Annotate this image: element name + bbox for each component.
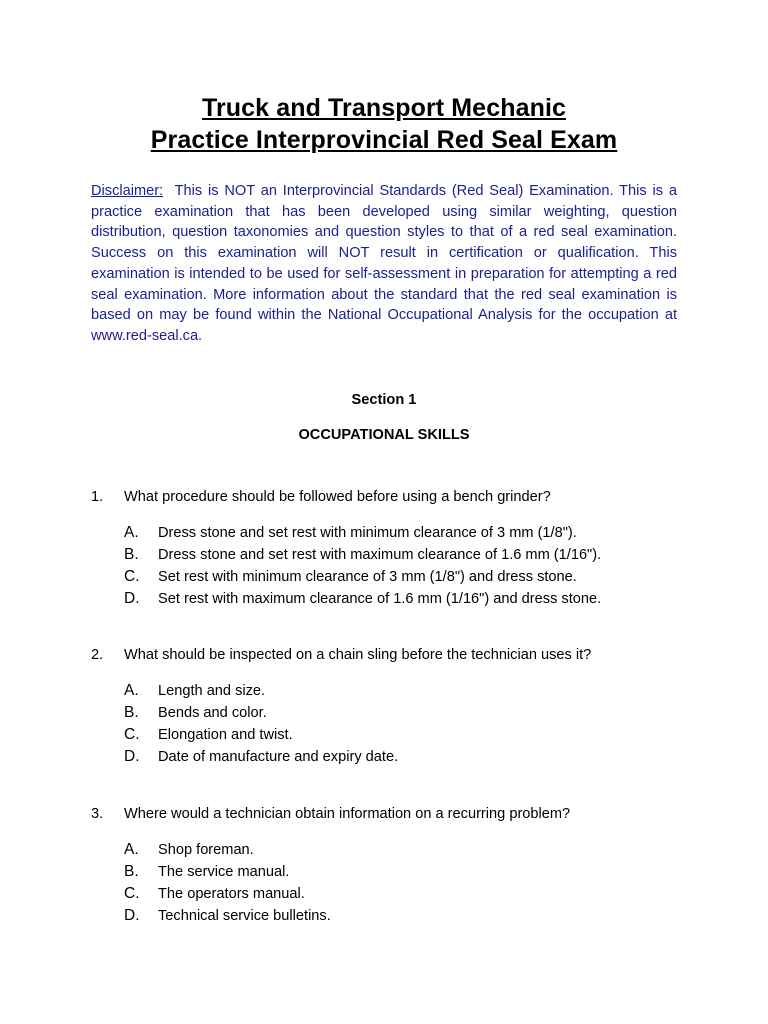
option-letter: D.	[124, 748, 140, 765]
question-number: 1.	[91, 489, 104, 505]
option-letter: D.	[124, 907, 140, 924]
document-title	[0, 92, 768, 156]
disclaimer-text: This is NOT an Interprovincial Standards (Red Seal) Examination. This is a practice examination that has been developed using similar weighting, question distribution, question taxonomies and question styles to that of a red seal examination. Success on this examination will NOT result in certification or qualification. This examination is intended to be used for self-assessment in preparation for attempting a red seal examination. More information about the standard that the red seal examination is based on may be found within the National Occupational Analysis for the occupation at www.red-seal.ca.	[91, 183, 677, 344]
option-text: Set rest with maximum clearance of 1.6 mm (1/16") and dress stone.	[158, 591, 602, 607]
option-text: The operators manual.	[158, 886, 305, 902]
option-text: Date of manufacture and expiry date.	[158, 749, 399, 765]
option-text: Shop foreman.	[158, 842, 254, 858]
section-name: OCCUPATIONAL SKILLS	[298, 427, 470, 443]
disclaimer-paragraph	[91, 181, 677, 347]
question-3	[91, 804, 711, 924]
question-text: What should be inspected on a chain sling before the technician uses it?	[124, 647, 592, 663]
section-number: Section 1	[351, 392, 417, 408]
option-letter: D.	[124, 590, 140, 607]
option-letter: C.	[124, 726, 140, 743]
disclaimer-label: Disclaimer:	[91, 183, 164, 199]
option-letter: C.	[124, 885, 140, 902]
option-letter: A.	[124, 682, 139, 699]
title-line-1: Truck and Transport Mechanic	[201, 94, 566, 122]
option-letter: C.	[124, 568, 140, 585]
question-text: Where would a technician obtain information on a recurring problem?	[124, 806, 571, 822]
option-text: Elongation and twist.	[158, 727, 293, 743]
question-1	[91, 487, 711, 607]
option-text: Dress stone and set rest with maximum clearance of 1.6 mm (1/16").	[158, 547, 602, 563]
option-text: Bends and color.	[158, 705, 267, 721]
question-text: What procedure should be followed before using a bench grinder?	[124, 489, 551, 505]
option-letter: B.	[124, 546, 139, 563]
option-letter: B.	[124, 863, 139, 880]
option-text: Technical service bulletins.	[158, 908, 331, 924]
question-2	[91, 645, 711, 765]
title-line-2: Practice Interprovincial Red Seal Exam	[150, 126, 618, 154]
option-text: Length and size.	[158, 683, 266, 699]
option-text: Dress stone and set rest with minimum clearance of 3 mm (1/8").	[158, 525, 577, 541]
option-text: Set rest with minimum clearance of 3 mm (1/8") and dress stone.	[158, 569, 577, 585]
option-letter: A.	[124, 841, 139, 858]
question-number: 3.	[91, 806, 104, 822]
option-letter: B.	[124, 704, 139, 721]
question-number: 2.	[91, 647, 104, 663]
option-text: The service manual.	[158, 864, 290, 880]
option-letter: A.	[124, 524, 139, 541]
